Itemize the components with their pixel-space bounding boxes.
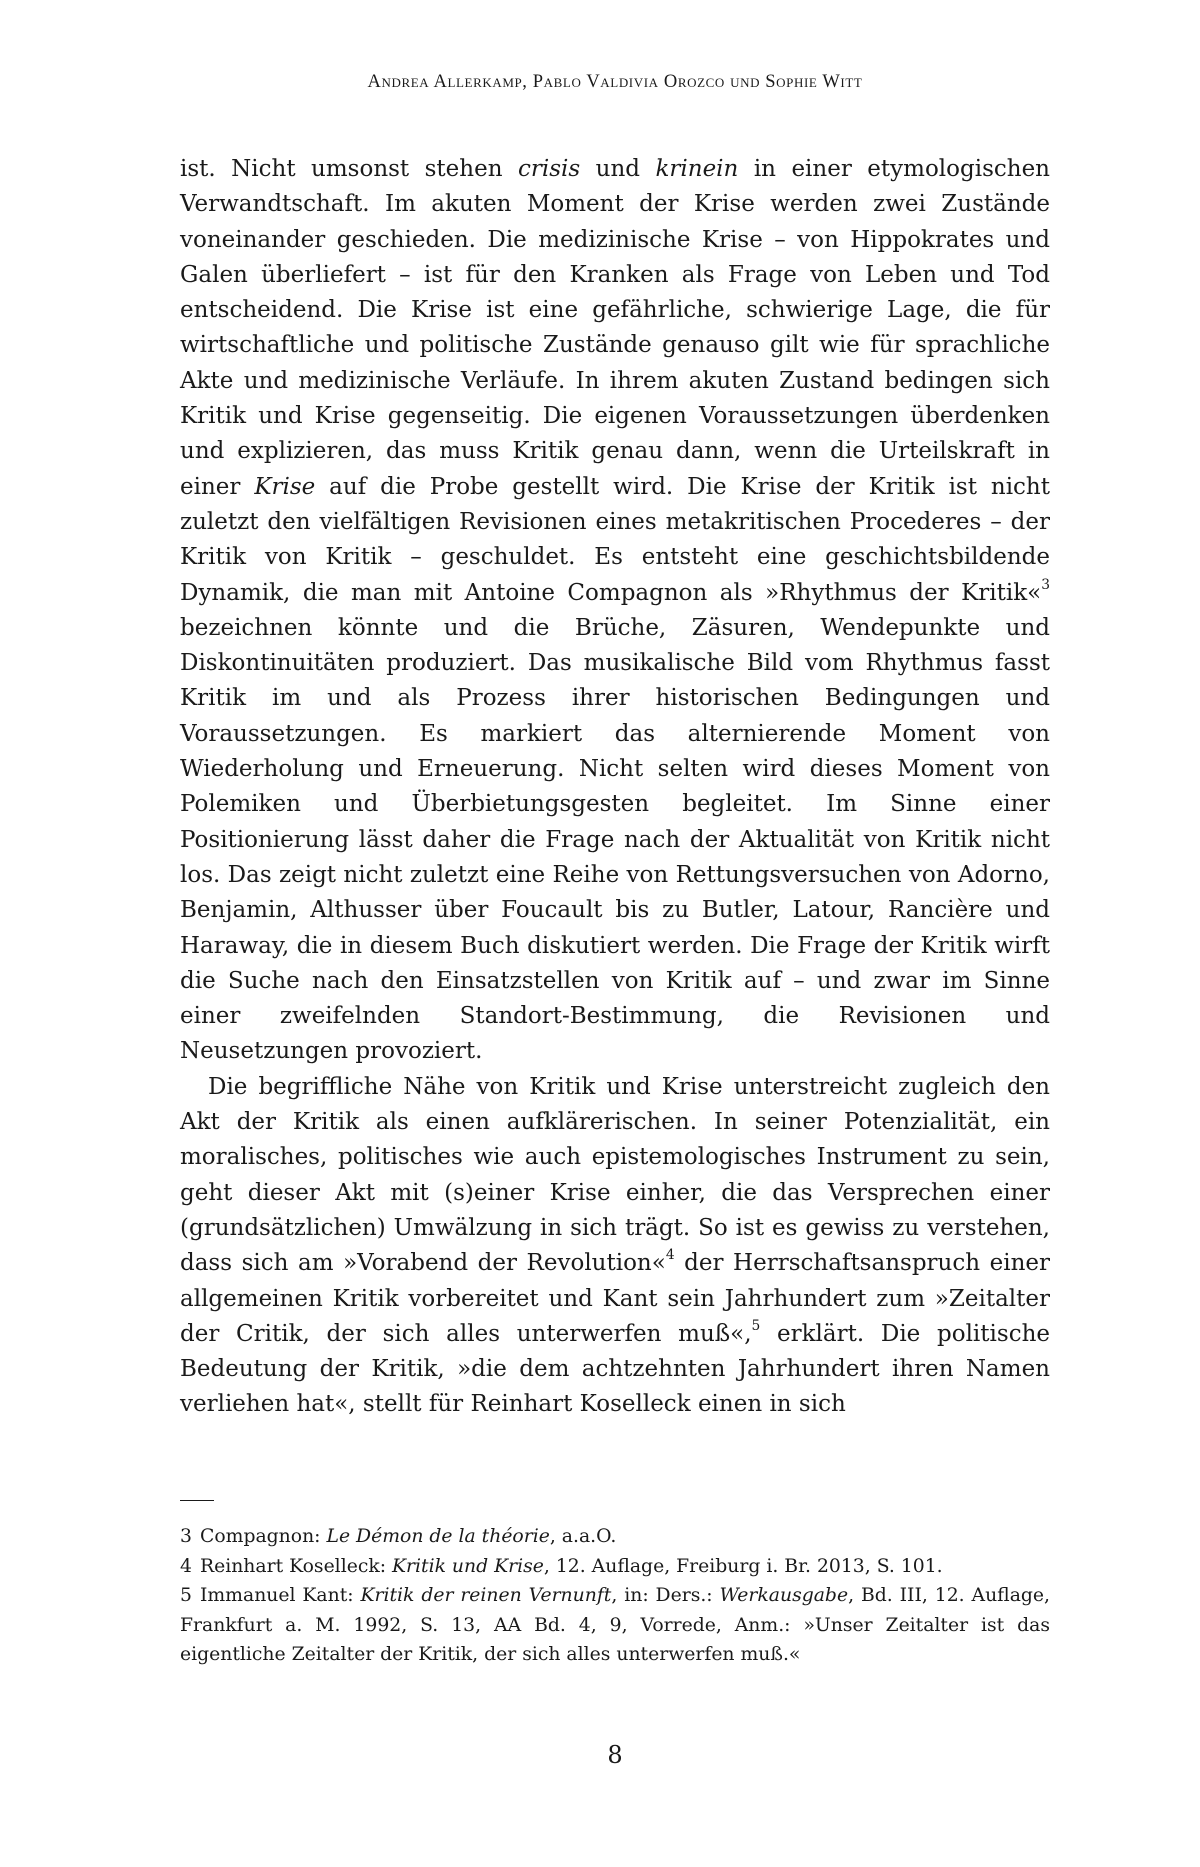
footnote-text <box>200 1526 616 1547</box>
text-run: Die begriffliche Nähe von Kritik und Krise unterstreicht zugleich den Akt der Kritik als einen aufklärerischen. In seiner Potenzialität, ein moralisches, politisches wie auch epistemologisches Instrument zu sein, geht dieser Akt mit (s)einer Krise einher, die das Versprechen einer (grundsätzlichen) Umwälzung in sich trägt. So ist es gewiss zu verstehen, dass sich am »Vorabend der Revolution« <box>180 1073 1050 1277</box>
text-run: , in: Ders.: <box>611 1585 720 1606</box>
text-run: Reinhart Koselleck: <box>199 1555 393 1577</box>
text-run: , a.a.O. <box>549 1526 617 1547</box>
italic-text: Krise <box>254 473 316 500</box>
footnote-separator <box>180 1500 214 1501</box>
footnote-5 <box>180 1581 1050 1670</box>
italic-text: Kritik der reinen Vernunft <box>360 1585 612 1606</box>
footnote-number: 3 <box>180 1526 192 1547</box>
text-run: , 12. Auflage, Freiburg i. Br. 2013, S. 101. <box>543 1555 943 1577</box>
text-run: Compagnon: <box>199 1526 327 1547</box>
footnote-number: 5 <box>180 1585 192 1606</box>
italic-text: Kritik und Krise <box>392 1555 544 1577</box>
text-run: , Bd. III, 12. Auflage, Frankfurt a. M. 1992, S. 13, AA Bd. 4, 9, Vorrede, Anm.: »Unser Zeitalter ist das eigentliche Zeitalter der Kritik, der sich alles unterwerfen muß.« <box>180 1585 1050 1665</box>
footnote-4 <box>180 1552 1050 1582</box>
footnote-reference: 3 <box>1041 576 1050 593</box>
footnote-text <box>180 1585 1050 1665</box>
footnote-reference: 4 <box>665 1247 675 1264</box>
text-run: in einer etymologischen Verwandtschaft. Im akuten Moment der Krise werden zwei Zustände voneinander geschieden. Die medizinische Krise – von Hippokrates und Galen überliefert – ist für den Kranken als Frage von Leben und Tod entscheidend. Die Krise ist eine gefährliche, schwierige Lage, die für wirtschaftliche und politische Zustände genauso gilt wie für sprachliche Akte und medizinische Verläufe. In ihrem akuten Zustand bedingen sich Kritik und Krise gegenseitig. Die eigenen Voraussetzungen überdenken und explizieren, das muss Kritik genau dann, wenn die Urteilskraft in einer <box>180 156 1050 500</box>
text-run: der Herrschaftsanspruch einer allgemeinen Kritik vorbereitet und Kant sein Jahrhundert zum »Zeitalter der Critik, der sich alles unterwerfen muß«, <box>180 1250 1050 1347</box>
body-text <box>180 152 1050 1423</box>
paragraph <box>180 1070 1050 1423</box>
text-run: bezeichnen könnte und die Brüche, Zäsuren, Wendepunkte und Diskontinuitäten produziert. Das musikalische Bild vom Rhythmus fasst Kritik im und als Prozess ihrer historischen Bedingungen und Voraussetzungen. Es markiert das alternierende Moment von Wiederholung und Erneuerung. Nicht selten wird dieses Moment von Polemiken und Überbietungsgesten begleitet. Im Sinne einer Positionierung lässt daher die Frage nach der Aktualität von Kritik nicht los. Das zeigt nicht zuletzt eine Reihe von Rettungsversuchen von Adorno, Benjamin, Althusser über Foucault bis zu Butler, Latour, Rancière und Haraway, die in diesem Buch diskutiert werden. Die Frage der Kritik wirft die Suche nach den Einsatzstellen von Kritik auf – und zwar im Sinne einer zweifelnden Standort-Bestimmung, die Revisionen und Neusetzungen provoziert. <box>180 614 1050 1065</box>
footnote-reference: 5 <box>751 1317 761 1334</box>
page-number: 8 <box>607 1741 623 1769</box>
italic-text: Le Démon de la théorie <box>326 1526 550 1547</box>
text-run: Immanuel Kant: <box>199 1585 361 1606</box>
italic-text: krinein <box>655 156 739 182</box>
footnote-text <box>200 1556 943 1577</box>
text-run: auf die Probe gestellt wird. Die Krise der Kritik ist nicht zuletzt den vielfältigen Revisionen eines metakritischen Procederes – der Kritik von Kritik – geschuldet. Es entsteht eine geschichtsbildende Dynamik, die man mit Antoine Compagnon als »Rhythmus der Kritik« <box>180 473 1050 606</box>
italic-text: Werkausgabe <box>719 1585 849 1606</box>
footnote-number: 4 <box>180 1555 192 1577</box>
text-run: ist. Nicht umsonst stehen <box>180 156 518 182</box>
text-run: erklärt. Die politische Bedeutung der Kritik, »die dem achtzehnten Jahrhundert ihren Namen verliehen hat«, stellt für Reinhart Koselleck einen in sich <box>180 1320 1050 1418</box>
italic-text: crisis <box>518 156 581 182</box>
text-run: und <box>580 156 656 182</box>
paragraph <box>180 152 1050 1070</box>
footnote-3 <box>180 1522 1050 1552</box>
running-head: Andrea Allerkamp, Pablo Valdivia Orozco und Sophie Witt <box>367 72 863 92</box>
footnotes <box>180 1522 1050 1670</box>
